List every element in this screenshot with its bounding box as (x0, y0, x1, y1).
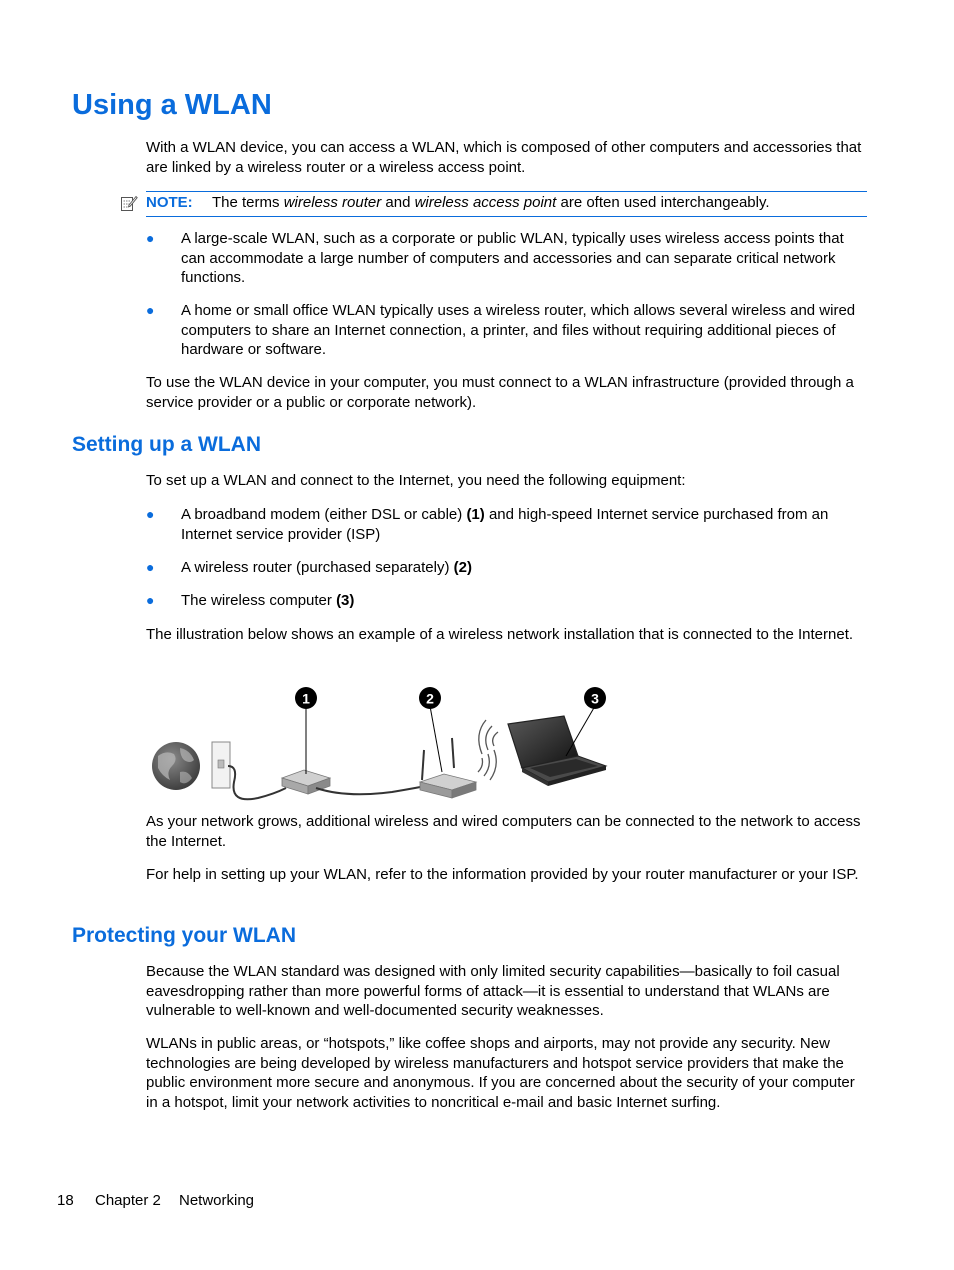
list-item-text: The wireless computer (3) (181, 592, 355, 609)
list-item-text: A large-scale WLAN, such as a corporate or public WLAN, typically uses wireless access points that can accommodate a large number of computers and accessories and can separate critical network functions. (181, 230, 844, 287)
protect-paragraph-1: Because the WLAN standard was designed with only limited security capabilities—basically to foil casual eavesdropping rather than more powerful forms of attack—it is essential to understand that WLANs are vulnerable to well-known and well-documented security weaknesses. (146, 963, 840, 1020)
callout-3-label: 3 (591, 690, 599, 707)
intro-paragraph: With a WLAN device, you can access a WLAN, which is composed of other computers and accessories that are linked by a wireless router or a wireless access point. (146, 139, 862, 176)
list-item-text: A home or small office WLAN typically uses a wireless router, which allows several wireless and wired computers to share an Internet connection, a printer, and files without requiring additional pieces of hardware or software. (181, 302, 856, 359)
protect-paragraph-2: WLANs in public areas, or “hotspots,” like coffee shops and airports, may not provide any security. New technologies are being developed by wireless manufacturers and hotspot service providers that make the public environment more secure and anonymous. If you are concerned about the security of your computer in a hotspot, limit your network activities to noncritical e-mail and basic Internet surfing. (146, 1035, 855, 1111)
page-title: Using a WLAN (72, 89, 272, 121)
footer-chapter: Chapter 2 (95, 1192, 161, 1209)
term-wireless-access-point: wireless access point (414, 194, 557, 211)
illustration-intro: The illustration below shows an example of a wireless network installation that is connected to the Internet. (146, 626, 854, 643)
callout-1-label: 1 (302, 690, 310, 707)
footer-section: Networking (179, 1192, 255, 1209)
globe-icon (152, 742, 200, 790)
laptop-icon (508, 716, 606, 786)
setup-intro: To set up a WLAN and connect to the Internet, you need the following equipment: (146, 472, 686, 489)
bullet-dot: ● (146, 506, 155, 522)
wireless-signal-icon (479, 720, 498, 754)
note-text: The terms wireless router and wireless access point are often used interchangeably. (212, 194, 770, 211)
section-heading-protect: Protecting your WLAN (72, 924, 296, 947)
bullet-dot: ● (146, 592, 155, 608)
help-paragraph: For help in setting up your WLAN, refer to the information provided by your router manufacturer or your ISP. (146, 866, 859, 883)
list-item-text: A broadband modem (either DSL or cable) (1) and high-speed Internet service purchased from an Internet service provider (ISP) (181, 506, 829, 543)
bullet-dot: ● (146, 230, 155, 246)
note-pencil-icon (120, 194, 138, 212)
wall-jack-icon (212, 742, 230, 788)
term-wireless-router: wireless router (283, 194, 382, 211)
network-grows-paragraph: As your network grows, additional wireless and wired computers can be connected to the network to access the Internet. (146, 813, 861, 850)
section-heading-setup: Setting up a WLAN (72, 433, 261, 456)
note-label: NOTE: (146, 194, 193, 211)
bullet-dot: ● (146, 302, 155, 318)
callout-2-label: 2 (426, 690, 434, 707)
list-item-text: A wireless router (purchased separately) (2) (181, 559, 472, 576)
wireless-signal-icon (478, 750, 496, 780)
note-box (146, 191, 867, 217)
page-number: 18 (57, 1192, 74, 1209)
wireless-router-icon (420, 738, 476, 798)
callout-3 (566, 687, 606, 756)
infrastructure-paragraph: To use the WLAN device in your computer, you must connect to a WLAN infrastructure (provided through a service provider or a public or corporate network). (146, 374, 854, 411)
bullet-dot: ● (146, 559, 155, 575)
network-illustration (146, 680, 616, 806)
callout-1 (295, 687, 317, 774)
